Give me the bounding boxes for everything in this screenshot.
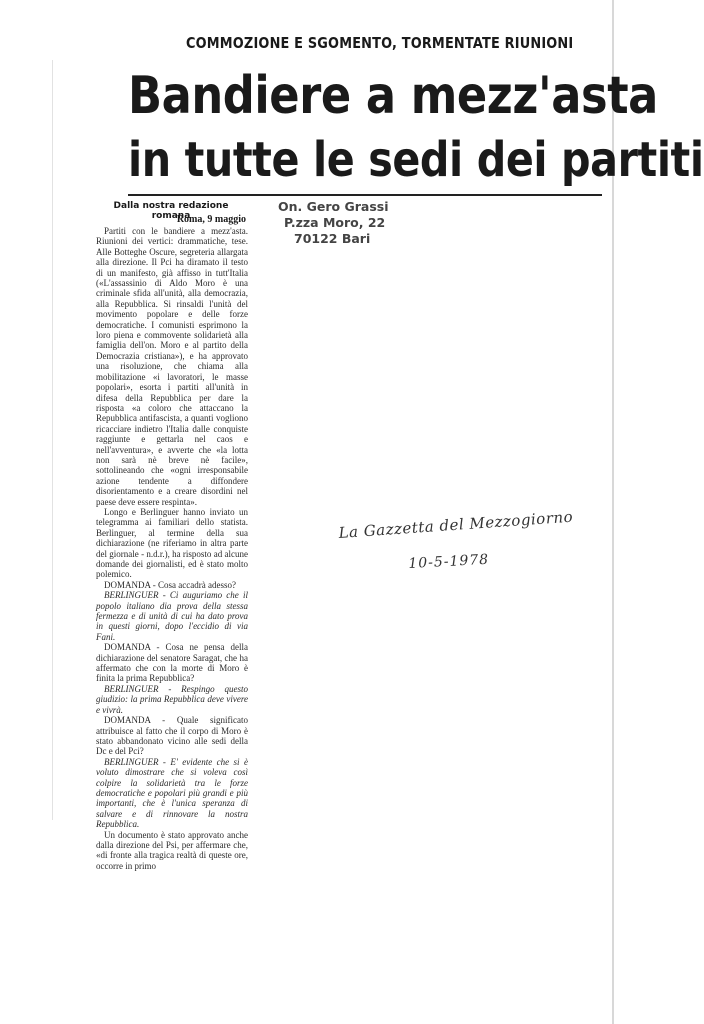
article-paragraph: Partiti con le bandiere a mezz'asta. Riunioni dei vertici: drammatiche, tese. Alle Botteghe Oscure, segreteria allargata alla direzione. Il Pci ha diramato il testo di un manifesto, già affisso in tutt'Italia («L'assassinio di Aldo Moro è una criminale sfida all'unità, alla democrazia, alla Repubblica. Si rinsaldi l'unità del movimento popolare e delle forze democratiche. I comunisti esprimono la loro piena e commovente solidarietà alla famiglia dell'on. Moro e al partito della Democrazia cristiana»), e ha approvato una risoluzione, che chiama alla mobilitazione «i lavoratori, le masse popolari», esorta i partiti all'unità in difesa della Repubblica per dare la risposta «a coloro che attaccano la Repubblica antifascista, a quanti vogliono ricacciare indietro l'Italia dalle conquiste raggiunte e gettarla nel caos e nell'avventura», e avverte che «la lotta non sarà nè breve nè facile», sottolineando che «ogni irresponsabile azione tendente a diffondere disorientamento e a creare disordini nel paese deve essere respinta». [96,226,248,507]
article-paragraph: DOMANDA - Cosa ne pensa della dichiarazione del senatore Saragat, che ha affermato che con la morte di Moro è finita la prima Repubblica? [96,642,248,684]
article-paragraph: BERLINGUER - Respingo questo giudizio: la prima Repubblica deve vivere e vivrà. [96,683,248,715]
article-body [96,226,248,871]
kicker-headline: COMMOZIONE E SGOMENTO, TORMENTATE RIUNIONI [186,34,574,52]
address-stamp [268,199,389,247]
article-paragraph: BERLINGUER - Ci auguriamo che il popolo italiano dia prova della stessa fermezza e di unità di cui ha dato prova in questi giorni, dopo l'eccidio di via Fani. [96,590,248,642]
main-headline-line1: Bandiere a mezz'asta [128,66,658,126]
article-paragraph: Longo e Berlinguer hanno inviato un telegramma ai familiari dello statista. Berlinguer, al termine della sua dichiarazione (ne riferiamo in altra parte del giornale - n.d.r.), ha risposto ad alcune domande dei giornalisti, ed è stato molto polemico. [96,506,248,580]
handwritten-source: La Gazzetta del Mezzogiorno [338,507,574,542]
main-headline-line2: in tutte le sedi dei partiti [128,132,704,188]
headline-rule [128,194,602,196]
stamp-name: On. Gero Grassi [278,199,389,214]
byline: Dalla nostra redazione romana [113,201,229,221]
dateline: Roma, 9 maggio [176,214,246,225]
stamp-street: P.zza Moro, 22 [284,215,386,230]
clipping-left-edge [52,60,53,820]
stamp-city: 70122 Bari [294,231,371,246]
handwritten-date: 10-5-1978 [408,551,490,572]
article-paragraph: DOMANDA - Cosa accadrà adesso? [104,579,236,590]
article-paragraph: Un documento è stato approvato anche dalla direzione del Psi, per affermare che, «di fronte alla tragica realtà di queste ore, occorre in primo [96,829,248,871]
article-paragraph: DOMANDA - Quale significato attribuisce al fatto che il corpo di Moro è stato abbandonato vicino alle sedi della Dc e del Pci? [96,715,248,757]
article-paragraph: BERLINGUER - E' evidente che si è voluto dimostrare che si voleva così colpire la solidarietà tra le forze democratiche e popolari più grandi e più importanti, che è l'unica speranza di salvare e di rinnovare la nostra Repubblica. [96,756,248,830]
